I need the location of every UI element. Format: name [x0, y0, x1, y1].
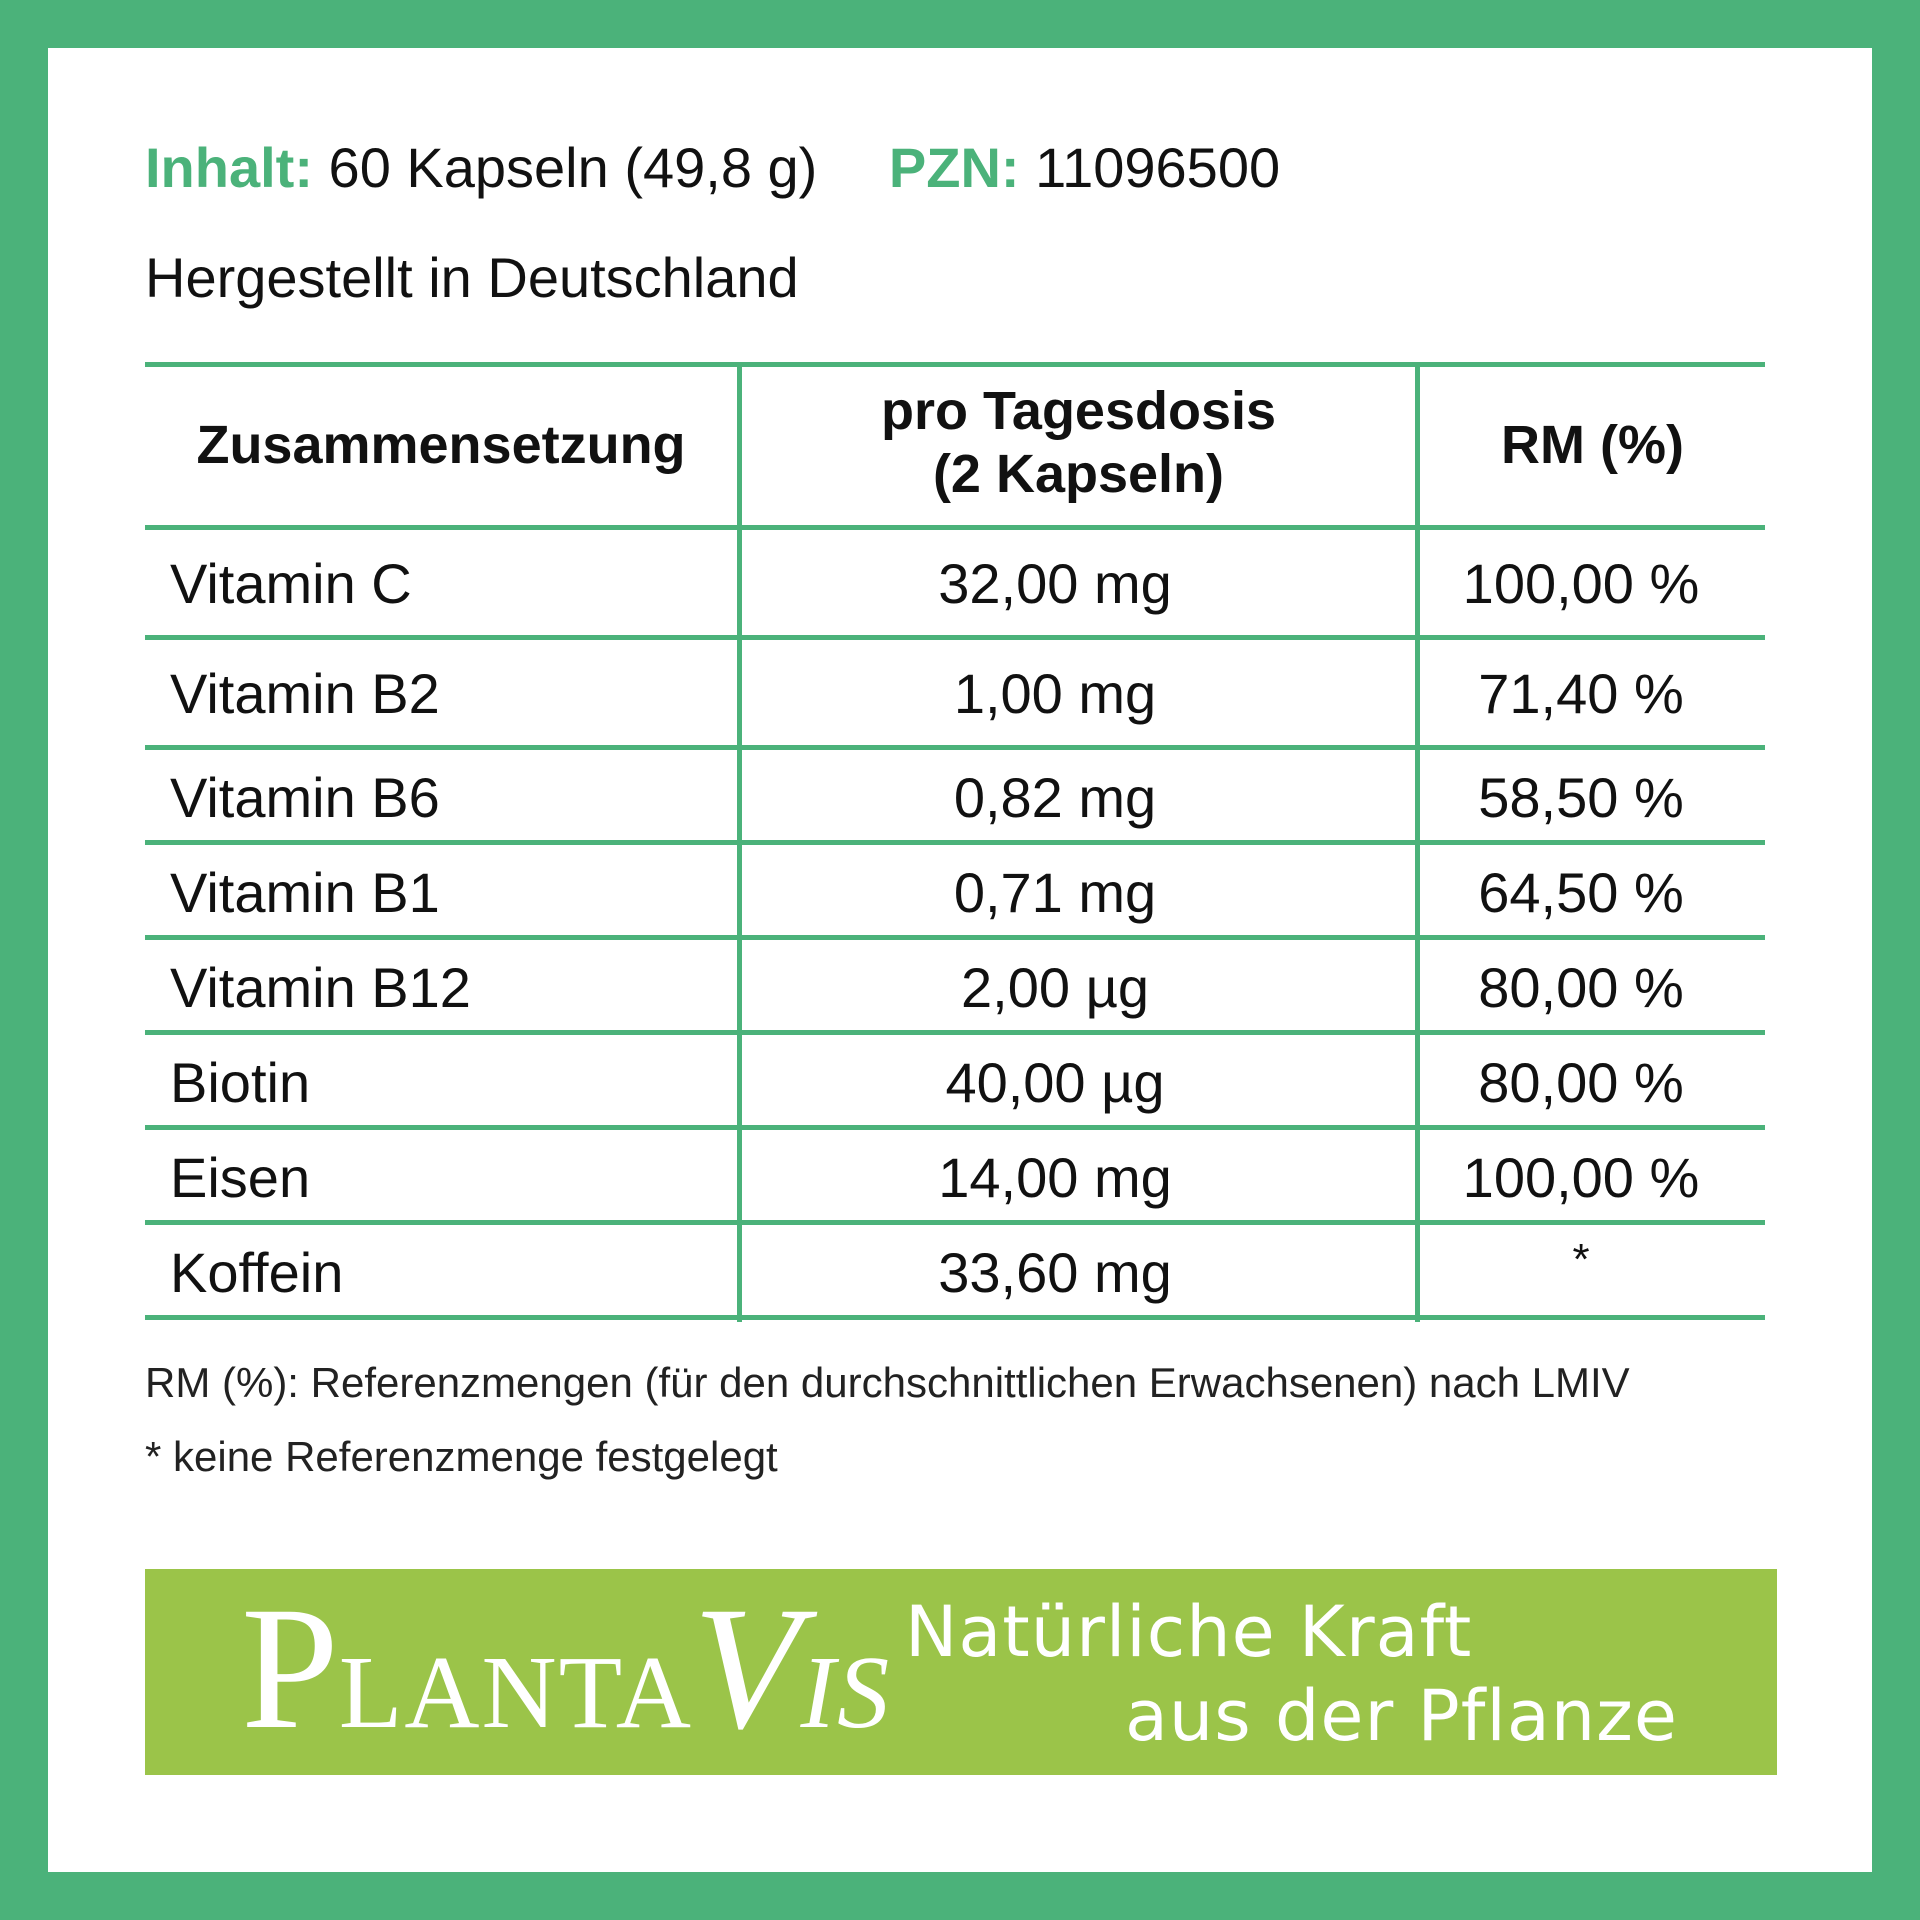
pzn-label: PZN:	[888, 136, 1020, 199]
table-rule	[145, 1125, 1765, 1130]
table-rule	[145, 362, 1765, 367]
slogan-line2: aus der Pflanze	[1125, 1675, 1678, 1757]
header-composition: Zusammensetzung	[196, 415, 686, 475]
row-amount: 33,60 mg	[938, 1241, 1172, 1304]
row-rm: 64,50 %	[1478, 861, 1684, 924]
row-name: Eisen	[170, 1146, 311, 1209]
logo-letters-lanta: LANTA	[338, 1635, 693, 1750]
origin-text: Hergestellt in Deutschland	[145, 246, 799, 309]
header-dose-line1: pro Tagesdosis	[880, 381, 1277, 441]
header-dose-line2: (2 Kapseln)	[932, 444, 1225, 505]
table-rule	[145, 1315, 1765, 1320]
row-name: Vitamin B2	[170, 662, 440, 725]
row-name: Vitamin B6	[170, 766, 440, 829]
row-amount: 1,00 mg	[953, 662, 1157, 725]
table-rule	[145, 935, 1765, 940]
row-name: Vitamin B12	[170, 956, 471, 1019]
slogan-line1: Natürliche Kraft	[905, 1591, 1473, 1673]
table-rule	[145, 525, 1765, 530]
row-amount: 40,00 µg	[945, 1051, 1165, 1114]
row-rm: 58,50 %	[1478, 766, 1684, 829]
row-rm: 71,40 %	[1478, 662, 1684, 725]
row-amount: 2,00 µg	[961, 956, 1149, 1019]
star-footnote: * keine Referenzmenge festgelegt	[145, 1433, 778, 1480]
table-rule	[145, 1220, 1765, 1225]
inhalt-value: 60 Kapseln (49,8 g)	[328, 136, 818, 199]
row-rm: 100,00 %	[1462, 552, 1700, 615]
table-rule	[145, 1030, 1765, 1035]
row-rm: 80,00 %	[1478, 956, 1684, 1019]
inhalt-label: Inhalt:	[145, 136, 313, 199]
product-info-card	[48, 48, 1872, 1872]
plantavis-logo	[241, 1571, 892, 1766]
pzn-value: 11096500	[1035, 136, 1281, 199]
row-rm: *	[1572, 1235, 1590, 1284]
row-amount: 0,71 mg	[953, 861, 1157, 924]
row-amount: 14,00 mg	[938, 1146, 1172, 1209]
row-name: Vitamin C	[170, 552, 412, 615]
row-name: Vitamin B1	[170, 861, 440, 924]
header-rm: RM (%)	[1501, 415, 1684, 475]
rm-footnote: RM (%): Referenzmengen (für den durchschnittlichen Erwachsenen) nach LMIV	[145, 1359, 1630, 1406]
row-rm: 80,00 %	[1478, 1051, 1684, 1114]
row-name: Koffein	[170, 1241, 344, 1304]
logo-letter-v: V	[692, 1571, 801, 1766]
row-rm: 100,00 %	[1462, 1146, 1700, 1209]
table-rule	[145, 745, 1765, 750]
row-amount: 32,00 mg	[938, 552, 1172, 615]
header-dose	[742, 380, 1415, 506]
row-name: Biotin	[170, 1051, 311, 1114]
brand-banner	[145, 1569, 1777, 1775]
table-rule	[145, 840, 1765, 845]
logo-letter-p: P	[241, 1571, 339, 1766]
content-line	[145, 136, 1281, 199]
logo-letters-is: IS	[800, 1635, 892, 1750]
table-rule	[145, 635, 1765, 640]
row-amount: 0,82 mg	[953, 766, 1157, 829]
